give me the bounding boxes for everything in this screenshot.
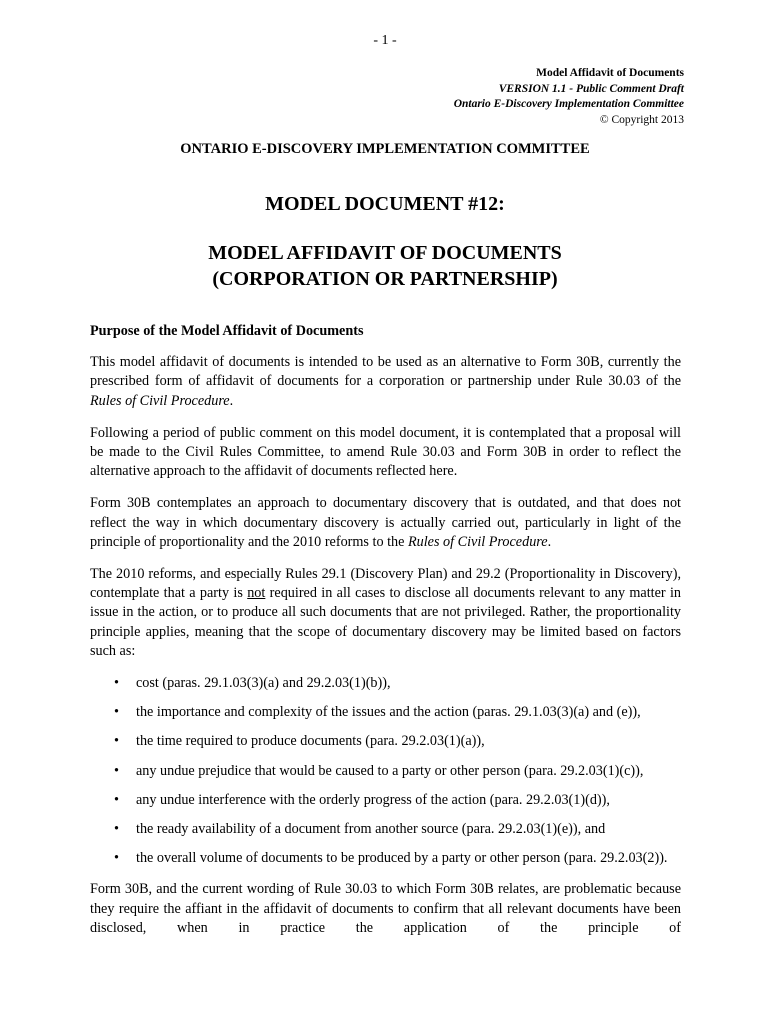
document-title [0,240,770,292]
header-version: VERSION 1.1 - Public Comment Draft [498,82,684,95]
paragraph-3-italic: Rules of Civil Procedure [407,533,548,550]
list-item-text: any undue prejudice that would be caused to a party or other person (para. 29.2.03(1)(c)), [136,762,644,779]
committee-heading: ONTARIO E-DISCOVERY IMPLEMENTATION COMMITTEE [180,141,590,157]
bullet-icon: • [114,675,119,692]
paragraph-2: Following a period of public comment on this model document, it is contemplated that a proposal will be made to the Civil Rules Committee, to amend Rule 30.03 and Form 30B in order to reflect the alternative approach to the affidavit of documents reflected here. [90,424,681,480]
list-item [90,820,681,839]
paragraph-3-end: . [547,533,552,550]
list-item-text: the importance and complexity of the issues and the action (paras. 29.1.03(3)(a) and (e)), [136,704,641,721]
list-item [90,703,681,722]
header-title: Model Affidavit of Documents [536,67,684,79]
page-number: - 1 - [373,33,397,48]
paragraph-5: Form 30B, and the current wording of Rule 30.03 to which Form 30B relates, are problematic because they require the affiant in the affidavit of documents to confirm that all relevant documents have been disclosed, when in practice the application of the principle of [90,881,681,936]
header-copyright: © Copyright 2013 [599,113,684,126]
list-item [90,674,681,693]
paragraph-1 [90,353,681,411]
list-item-text: cost (paras. 29.1.03(3)(a) and 29.2.03(1)(b)), [136,675,391,692]
list-item-text: the overall volume of documents to be produced by a party or other person (para. 29.2.03(2)). [136,850,668,867]
paragraph-4-before: The 2010 reforms, and especially Rules 29.1 (Discovery Plan) and 29.2 (Proportionality in Discovery), contemplate that a party is [90,566,681,602]
factor-list [90,674,681,868]
bullet-icon: • [114,762,119,779]
bullet-icon: • [114,821,119,838]
bullet-icon: • [114,791,119,808]
paragraph-1-text: This model affidavit of documents is intended to be used as an alternative to Form 30B, currently the prescribed form of affidavit of documents for a corporation or partnership under Rule 30.03 of the [90,354,681,390]
document-number: MODEL DOCUMENT #12: [265,193,505,215]
bullet-icon: • [114,704,119,721]
bullet-icon: • [114,733,119,750]
bullet-icon: • [114,850,119,867]
paragraph-4 [90,565,681,661]
document-title-line1: MODEL AFFIDAVIT OF DOCUMENTS [208,242,562,264]
list-item [90,791,681,810]
document-header [454,66,684,128]
list-item [90,762,681,781]
header-committee: Ontario E-Discovery Implementation Committee [453,98,684,110]
list-item [90,849,681,868]
document-title-line2: (CORPORATION OR PARTNERSHIP) [212,268,558,290]
body-content [90,322,681,951]
paragraph-3-text: Form 30B contemplates an approach to documentary discovery that is outdated, and that does not reflect the way in which documentary discovery is actually carried out, particularly in light of the principle of proportionality and the 2010 reforms to the [90,495,681,550]
section-heading: Purpose of the Model Affidavit of Documents [90,323,364,339]
paragraph-4-underlined: not [247,585,266,602]
list-item-text: any undue interference with the orderly progress of the action (para. 29.2.03(1)(d)), [136,791,610,808]
paragraph-4-after: required in all cases to disclose all documents relevant to any matter in issue in the action, or to produce all such documents that are not privileged. Rather, the proportionality principle applies, meaning that the scope of documentary discovery may be limited based on factors such as: [90,585,681,659]
list-item [90,732,681,751]
paragraph-3 [90,494,681,552]
paragraph-1-italic: Rules of Civil Procedure [90,392,230,409]
list-item-text: the time required to produce documents (para. 29.2.03(1)(a)), [136,733,485,750]
paragraph-1-end: . [229,392,234,409]
list-item-text: the ready availability of a document from another source (para. 29.2.03(1)(e)), and [136,821,606,838]
